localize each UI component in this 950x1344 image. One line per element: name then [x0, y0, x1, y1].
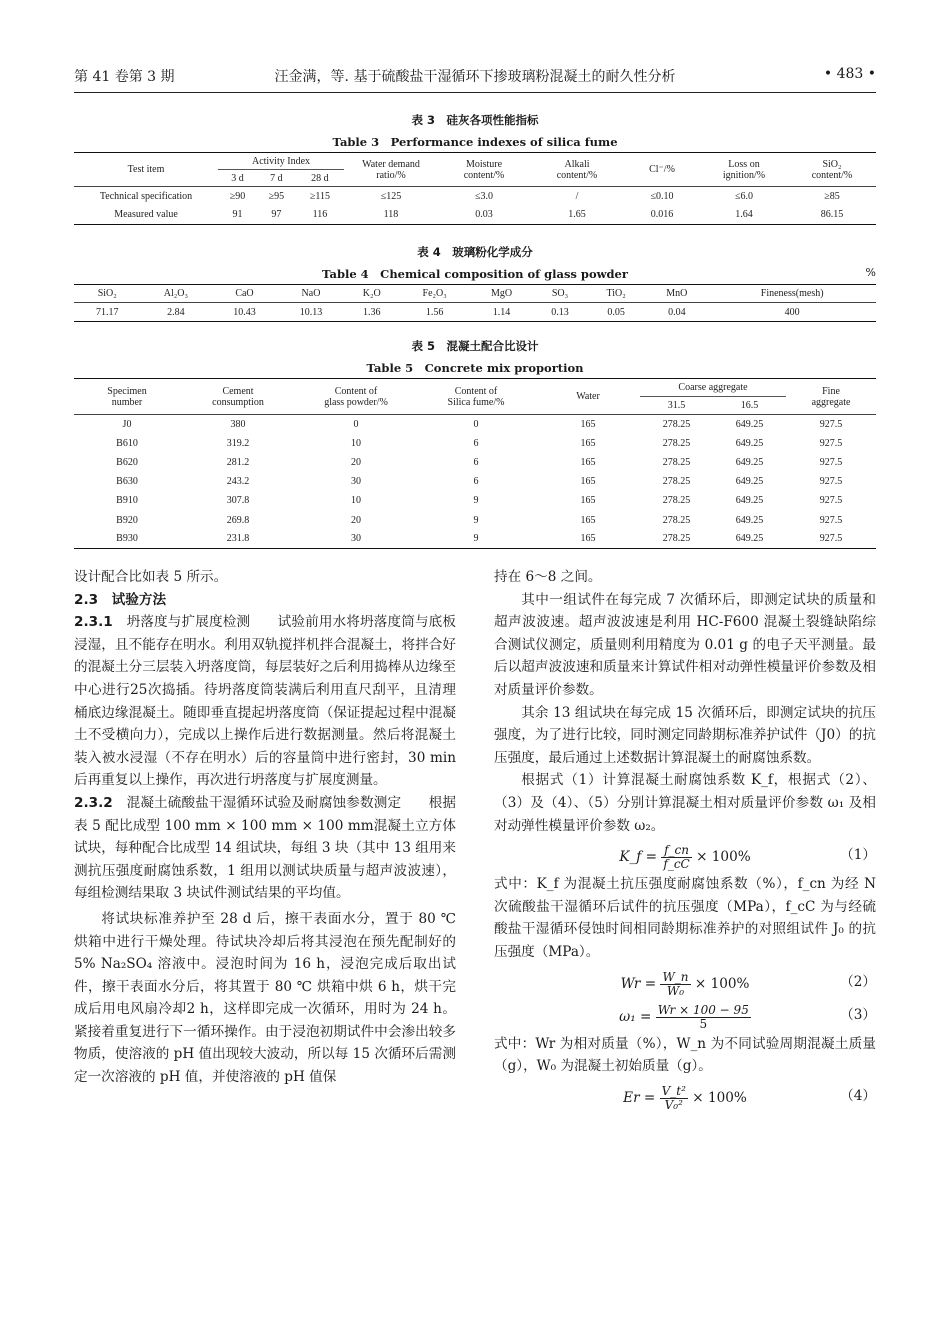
- table-cell: 118: [383, 209, 399, 221]
- table-cell: 278.25: [662, 437, 691, 449]
- th-coarse: Coarse aggregate: [640, 379, 786, 397]
- table-cell: B930: [116, 533, 138, 545]
- table-cell: B630: [116, 476, 138, 488]
- table-cell: 1.36: [362, 306, 381, 318]
- table-cell: ≥90: [229, 190, 246, 202]
- table3-title-cn: 表 3 硅灰各项性能指标: [411, 113, 539, 127]
- table5-title-en: Table 5 Concrete mix proportion: [366, 361, 584, 375]
- table-cell: 91: [232, 209, 243, 221]
- table-cell: 649.25: [735, 456, 764, 468]
- table-row: [74, 530, 876, 549]
- table4-glass-powder: [74, 284, 876, 322]
- running-header: [74, 62, 876, 93]
- table-cell: 97: [271, 209, 282, 221]
- equation-number: （4）: [840, 1087, 876, 1104]
- table-cell: 278.25: [662, 495, 691, 507]
- table-row: [74, 415, 876, 434]
- table4-title-cn: 表 4 玻璃粉化学成分: [417, 245, 533, 259]
- table-cell: 281.2: [226, 456, 250, 468]
- table-cell: Technical specification: [99, 190, 193, 202]
- table-cell: 278.25: [662, 476, 691, 488]
- paragraph: 其余 13 组试块在每完成 15 次循环后，即测定试块的抗压强度，为了进行比较，同时测定同龄期标准养护试件（J0）的抗压强度，最后通过上述数据计算混凝土的耐腐蚀系数。: [494, 704, 876, 766]
- table-cell: 0.05: [607, 306, 625, 318]
- table-cell: ≤6.0: [735, 190, 753, 202]
- table4-title-en: Table 4 Chemical composition of glass powder: [322, 267, 628, 281]
- table-cell: 927.5: [819, 476, 843, 488]
- table-header-cell: K₂O: [362, 288, 381, 299]
- table-cell: 649.25: [735, 437, 764, 449]
- table-header-cell: Fineness(mesh): [760, 288, 824, 299]
- th-alkali: Alkali content/%: [530, 153, 624, 187]
- section-heading-2-3: 2.3 试验方法: [74, 591, 167, 608]
- table-cell: 10.43: [233, 306, 256, 318]
- th-coarse-315: 31.5: [667, 400, 686, 411]
- table-cell: 0.016: [650, 209, 674, 221]
- table-cell: 165: [580, 533, 596, 545]
- table-row: [74, 472, 876, 491]
- table-cell: 649.25: [735, 533, 764, 545]
- equation-1: K_f = $\frac{f\_cn}{f\_cC}$ × 100% （1）: [619, 843, 876, 872]
- table-cell: 927.5: [819, 437, 843, 449]
- table-header-cell: CaO: [235, 288, 254, 299]
- table-cell: 20: [351, 514, 361, 526]
- table-cell: 10: [351, 437, 361, 449]
- table-row: [74, 491, 876, 510]
- subsection-number: 2.3.2: [74, 794, 113, 811]
- table-cell: 20: [351, 456, 361, 468]
- th-7d: 7 d: [270, 172, 283, 184]
- table-cell: 86.15: [820, 209, 844, 221]
- table-cell: 278.25: [662, 456, 691, 468]
- paragraph-2-3-1: 2.3.1 坍落度与扩展度检测 试验前用水将坍落度筒与底板浸湿，且不能存在明水。利用双轨搅拌机拌合混凝土，将拌合好的混凝土分三层装入坍落度筒，每层装好之后利用捣棒从边缘至中心进行25次捣插。待坍落度筒装满后利用直尺刮平，且清理桶底边缘混凝土。随即垂直提起坍落度筒（保证提起过程中混凝土不受横向力），完成以上操作后进行数据测量。然后将混凝土装入被水浸湿（不存在明水）后的容量筒中进行密封，30 min 后再重复以上操作，再次进行坍落度与扩展度测量。: [74, 614, 456, 789]
- table-cell: 927.5: [819, 495, 843, 507]
- table3-silica-fume: [74, 152, 876, 225]
- table-cell: 231.8: [226, 533, 250, 545]
- table-cell: ≥115: [309, 190, 330, 202]
- table-cell: 0.13: [551, 306, 569, 318]
- equation-number: （1）: [840, 847, 876, 864]
- table4-unit: %: [865, 266, 876, 279]
- th-sio2: SiO₂ content/%: [788, 153, 876, 187]
- table-cell: 269.8: [226, 514, 250, 526]
- equation-2: Wr = $\frac{W\_n}{\text{W₀}}$ × 100% （2）: [620, 969, 876, 998]
- th-water-demand: Water demand ratio/%: [344, 153, 438, 187]
- paragraph: 持在 6～8 之间。: [494, 569, 602, 585]
- running-title: 汪金满，等. 基于硫酸盐干湿循环下掺玻璃粉混凝土的耐久性分析: [274, 69, 676, 85]
- table-row: [74, 510, 876, 529]
- table-cell: ≤3.0: [475, 190, 493, 202]
- table-cell: 278.25: [662, 533, 691, 545]
- table-cell: 649.25: [735, 418, 764, 430]
- table-cell: 116: [312, 209, 328, 221]
- table5-mix-proportion: [74, 378, 876, 549]
- th-specimen: Specimen number: [74, 379, 180, 415]
- volume-issue: 第 41 卷第 3 期: [74, 69, 175, 85]
- table-cell: J0: [122, 418, 132, 430]
- equation-4: Er = $\frac{\text{V\_t²}}{\text{V₀²}}$ × 100% （4）: [623, 1083, 876, 1112]
- table-cell: 278.25: [662, 514, 691, 526]
- paragraph-where: 式中：Wr 为相对质量（%），W_n 为不同试验周期混凝土质量（g），W₀ 为混凝土初始质量（g）。: [494, 1035, 876, 1075]
- table-header-cell: Fe₂O₃: [422, 288, 447, 299]
- table-cell: 6: [473, 437, 479, 449]
- table-cell: 0: [473, 418, 479, 430]
- equation-number: （2）: [840, 973, 876, 990]
- th-3d: 3 d: [231, 172, 244, 184]
- table3-title-en: Table 3 Performance indexes of silica fume: [332, 135, 618, 149]
- table-cell: 0: [353, 418, 359, 430]
- table-header-cell: NaO: [301, 288, 321, 299]
- table-cell: 30: [351, 476, 361, 488]
- th-cement: Cement consumption: [180, 379, 296, 415]
- table-row: [74, 206, 876, 225]
- right-column: [494, 566, 876, 1114]
- th-water: Water: [536, 379, 640, 415]
- paragraph: 将试块标准养护至 28 d 后，擦干表面水分，置于 80 ℃ 烘箱中进行干燥处理。待试块冷却后将其浸泡在预先配制好的 5% Na₂SO₄ 溶液中。浸泡时间为 16 h，浸泡完成后取出试件，擦干表面水分后，将其置于 80 ℃ 烘箱中烘 6 h，烘干完成后用电风扇冷却2 h，这样即完成一次循环，用时为 24 h。紧接着重复进行下一循环操作。由于浸泡初期试件中会渗出较多物质，使溶液的 pH 值出现较大波动，所以每 15 次循环后需测定一次溶液的 pH 值，并使溶液的 pH 值保: [74, 910, 456, 1086]
- table-cell: 71.17: [95, 306, 119, 318]
- paragraph: 其中一组试件在每完成 7 次循环后，即测定试块的质量和超声波波速。超声波波速是利用 HC-F600 混凝土裂缝缺陷综合测试仪测定，质量则利用精度为 0.01 g 的电子天平测量。最后以超声波波速和质量来计算试件相对动弹性模量评价参数及相对质量评价参数。: [494, 591, 876, 698]
- table-cell: /: [575, 190, 579, 202]
- table-cell: B920: [116, 514, 138, 526]
- table-cell: 319.2: [226, 437, 250, 449]
- th-fine: Fine aggregate: [786, 379, 876, 415]
- paragraph: 设计配合比如表 5 所示。: [74, 569, 228, 585]
- table-cell: 0.03: [475, 209, 493, 221]
- table-header-cell: SiO₂: [97, 288, 117, 299]
- table-cell: 927.5: [819, 456, 843, 468]
- table-cell: 165: [580, 514, 596, 526]
- table-header-cell: SO₃: [551, 288, 569, 299]
- table-cell: 6: [473, 476, 479, 488]
- table-header-cell: MgO: [490, 288, 513, 299]
- table-cell: B910: [116, 495, 138, 507]
- th-coarse-165: 16.5: [740, 400, 759, 411]
- table-row: [74, 187, 876, 206]
- th-moisture: Moisture content/%: [438, 153, 530, 187]
- table-cell: ≥95: [268, 190, 285, 202]
- paragraph-2-3-2: 2.3.2 混凝土硫酸盐干湿循环试验及耐腐蚀参数测定 根据表 5 配比成型 100 mm × 100 mm × 100 mm混凝土立方体试块，每种配合比成型 14 组试块，每组 3 块（其中 13 组用来测抗压强度耐腐蚀系数，1 组用以测试块质量与超声波波速），每组检测结果取 3 块试件测试结果的平均值。: [74, 794, 456, 902]
- page-number: • 483 •: [823, 66, 876, 82]
- th-glass: Content of glass powder/%: [296, 379, 416, 415]
- table-cell: 9: [473, 514, 479, 526]
- table-cell: 165: [580, 418, 596, 430]
- table-cell: 165: [580, 476, 596, 488]
- table-cell: 649.25: [735, 476, 764, 488]
- table-cell: 927.5: [819, 514, 843, 526]
- table-row: [74, 434, 876, 453]
- table-cell: 0.04: [668, 306, 686, 318]
- paragraph-where: 式中：K_f 为混凝土抗压强度耐腐蚀系数（%），f_cn 为经 N 次硫酸盐干湿循环后试件的抗压强度（MPa），f_cC 为与经硫酸盐干湿循环侵蚀时间相同龄期标准养护的对照组试件 J₀ 的抗压强度（MPa）。: [494, 876, 876, 960]
- table-cell: 649.25: [735, 514, 764, 526]
- table-cell: 1.56: [425, 306, 444, 318]
- table-cell: 243.2: [226, 476, 250, 488]
- table-cell: ≥85: [824, 190, 840, 202]
- left-column: [74, 566, 456, 1089]
- table-cell: 649.25: [735, 495, 764, 507]
- table-cell: B610: [116, 437, 138, 449]
- table-cell: 380: [230, 418, 246, 430]
- table-cell: Measured value: [114, 209, 178, 221]
- table-cell: 2.84: [167, 306, 185, 318]
- table-cell: 1.14: [492, 306, 511, 318]
- paragraph: 根据式（1）计算混凝土耐腐蚀系数 K_f，根据式（2）、（3）及（4）、（5）分别计算混凝土相对质量评价参数 ω₁ 及相对动弹性模量评价参数 ω₂。: [494, 772, 876, 834]
- table-cell: ≤0.10: [650, 190, 674, 202]
- table-cell: 165: [580, 437, 596, 449]
- th-activity-index: Activity Index: [218, 153, 344, 170]
- th-silica: Content of Silica fume/%: [416, 379, 536, 415]
- table5-title-cn: 表 5 混凝土配合比设计: [411, 339, 539, 353]
- table-cell: 278.25: [662, 418, 691, 430]
- table-cell: 1.65: [568, 209, 586, 221]
- table-cell: 927.5: [819, 418, 843, 430]
- table-cell: 1.64: [735, 209, 753, 221]
- table-cell: 927.5: [819, 533, 843, 545]
- table-row: [74, 453, 876, 472]
- table-cell: 307.8: [226, 495, 250, 507]
- table-cell: 6: [473, 456, 479, 468]
- th-test-item: Test item: [74, 153, 218, 187]
- equation-number: （3）: [840, 1006, 876, 1023]
- table-cell: 9: [473, 495, 479, 507]
- table-cell: ≤125: [380, 190, 402, 202]
- table-cell: 10.13: [299, 306, 323, 318]
- table-cell: 400: [784, 306, 800, 318]
- table-header-cell: TiO₂: [606, 288, 626, 299]
- table-header-cell: Al₂O₃: [163, 288, 188, 299]
- table-cell: 165: [580, 495, 596, 507]
- table-cell: 165: [580, 456, 596, 468]
- table-cell: 10: [351, 495, 361, 507]
- table-cell: 9: [473, 533, 479, 545]
- table-cell: 30: [351, 533, 361, 545]
- th-28d: 28 d: [311, 172, 329, 184]
- th-loss: Loss on ignition/%: [700, 153, 788, 187]
- table-header-cell: MnO: [666, 288, 688, 299]
- subsection-number: 2.3.1: [74, 614, 113, 631]
- table-cell: B620: [116, 456, 138, 468]
- th-cl: Cl⁻/%: [624, 153, 700, 187]
- equation-3: ω₁ = $\frac{Wr \times 100 - 95}{5}$ （3）: [619, 1002, 876, 1031]
